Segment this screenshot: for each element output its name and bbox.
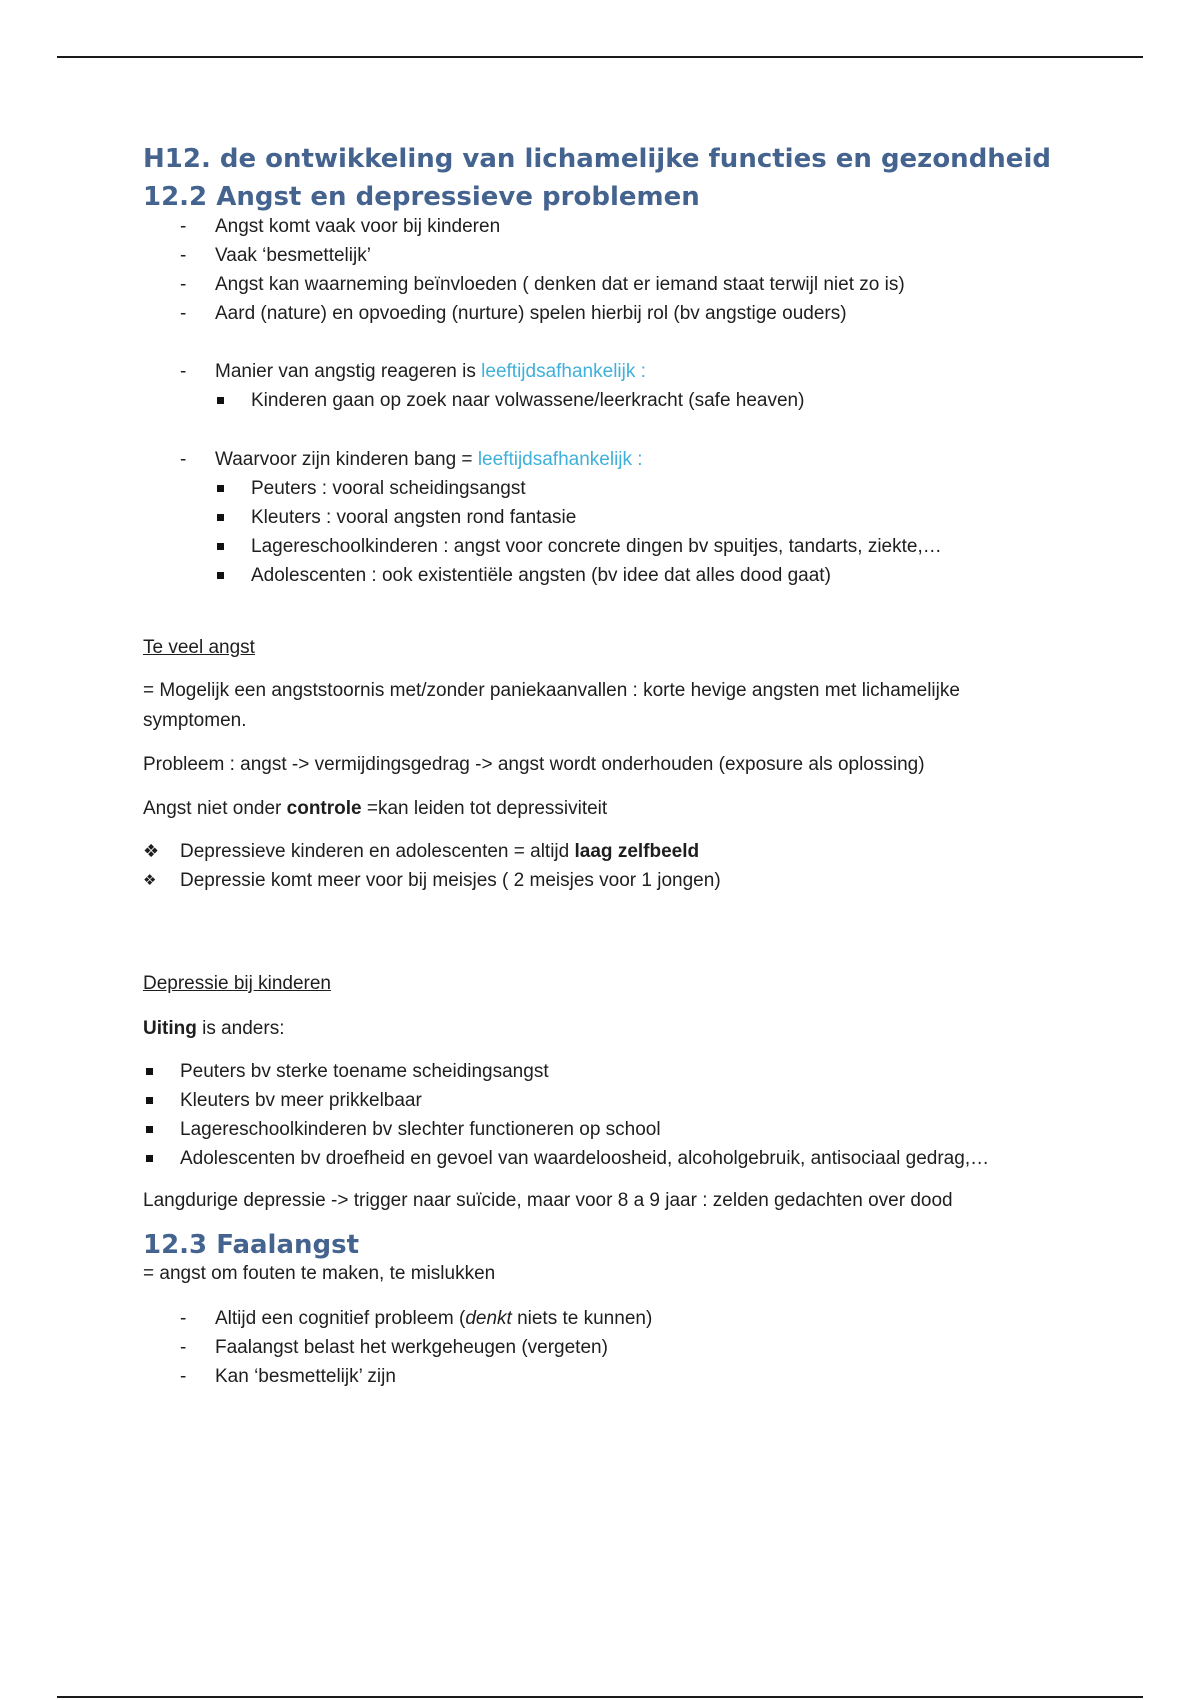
dash-marker: - [180,1308,187,1329]
list-item: Peuters : vooral scheidingsangst [143,474,1083,503]
list-item: Adolescenten : ook existentiële angsten (bv idee dat alles dood gaat) [143,561,1083,590]
depressie-kinderen-heading: Depressie bij kinderen [143,973,331,994]
list-item: Kleuters bv meer prikkelbaar [143,1086,1083,1115]
list-item: - Angst komt vaak voor bij kinderen [143,212,1083,241]
te-veel-angst-p1: = Mogelijk een angststoornis met/zonder paniekaanvallen : korte hevige angsten met lichamelijke [143,680,960,701]
footer-rule [57,1696,1143,1698]
dash-marker: - [180,361,187,382]
list-item: - Kan ‘besmettelijk’ zijn [143,1362,1083,1391]
accent-text: leeftijdsafhankelijk : [477,449,643,470]
waarvoor-list [143,445,1083,474]
square-bullet [146,1068,153,1075]
faalangst-intro: = angst om fouten te maken, te mislukken [143,1263,496,1284]
te-veel-angst-p1-cont: symptomen. [143,710,247,731]
list-item: - Altijd een cognitief probleem (denkt niets te kunnen) [143,1304,1083,1333]
list-item: ❖ Depressie komt meer voor bij meisjes ( 2 meisjes voor 1 jongen) [143,866,1083,895]
header-rule [57,56,1143,58]
list-item: Lagereschoolkinderen : angst voor concrete dingen bv spuitjes, tandarts, ziekte,… [143,532,1083,561]
list-item: - Faalangst belast het werkgeheugen (vergeten) [143,1333,1083,1362]
diamond-outline-icon: ❖ [143,871,157,889]
manier-list [143,357,1083,386]
list-item: - Aard (nature) en opvoeding (nurture) spelen hierbij rol (bv angstige ouders) [143,299,1083,328]
accent-text: leeftijdsafhankelijk : [481,361,646,382]
intro-list [143,212,1083,328]
depressie-closing: Langdurige depressie -> trigger naar suïcide, maar voor 8 a 9 jaar : zelden gedachten over dood [143,1190,953,1211]
section-12-3-heading: 12.3 Faalangst [143,1230,360,1260]
te-veel-angst-p2: Probleem : angst -> vermijdingsgedrag -> angst wordt onderhouden (exposure als oplossing) [143,754,925,775]
list-item: Peuters bv sterke toename scheidingsangst [143,1057,1083,1086]
square-bullet [217,397,224,404]
list-item: - Manier van angstig reageren is leeftijdsafhankelijk : [143,357,1083,386]
list-item: Adolescenten bv droefheid en gevoel van waardeloosheid, alcoholgebruik, antisociaal gedrag,… [143,1144,1083,1173]
square-bullet [217,543,224,550]
document-body [143,140,1083,1391]
dash-marker: - [180,303,187,324]
square-bullet [146,1097,153,1104]
list-item: Lagereschoolkinderen bv slechter functioneren op school [143,1115,1083,1144]
square-bullet [217,485,224,492]
list-item: Kinderen gaan op zoek naar volwassene/leerkracht (safe heaven) [143,386,1083,415]
section-12-2-heading: 12.2 Angst en depressieve problemen [143,182,700,212]
uiting-line: Uiting is anders: [143,1018,285,1039]
list-item: - Angst kan waarneming beïnvloeden ( denken dat er iemand staat terwijl niet zo is) [143,270,1083,299]
square-bullet [146,1126,153,1133]
uiting-list [143,1057,1083,1173]
dash-marker: - [180,245,187,266]
dash-marker: - [180,216,187,237]
square-bullet [217,514,224,521]
list-item: - Waarvoor zijn kinderen bang = leeftijdsafhankelijk : [143,445,1083,474]
square-bullet [146,1155,153,1162]
dash-marker: - [180,1366,187,1387]
faalangst-list [143,1304,1083,1391]
dash-marker: - [180,274,187,295]
dash-marker: - [180,449,187,470]
te-veel-angst-heading: Te veel angst [143,637,255,658]
square-bullet [217,572,224,579]
te-veel-angst-p3: Angst niet onder controle =kan leiden tot depressiviteit [143,798,608,819]
chapter-title: H12. de ontwikkeling van lichamelijke functies en gezondheid [143,144,1051,174]
dash-marker: - [180,1337,187,1358]
waarvoor-sublist [143,474,1083,590]
manier-sublist [143,386,1083,415]
list-item: - Vaak ‘besmettelijk’ [143,241,1083,270]
list-item: Kleuters : vooral angsten rond fantasie [143,503,1083,532]
depressie-bullets [143,837,1083,895]
diamond-filled-icon: ❖ [143,841,160,862]
list-item: ❖ Depressieve kinderen en adolescenten = altijd laag zelfbeeld [143,837,1083,866]
